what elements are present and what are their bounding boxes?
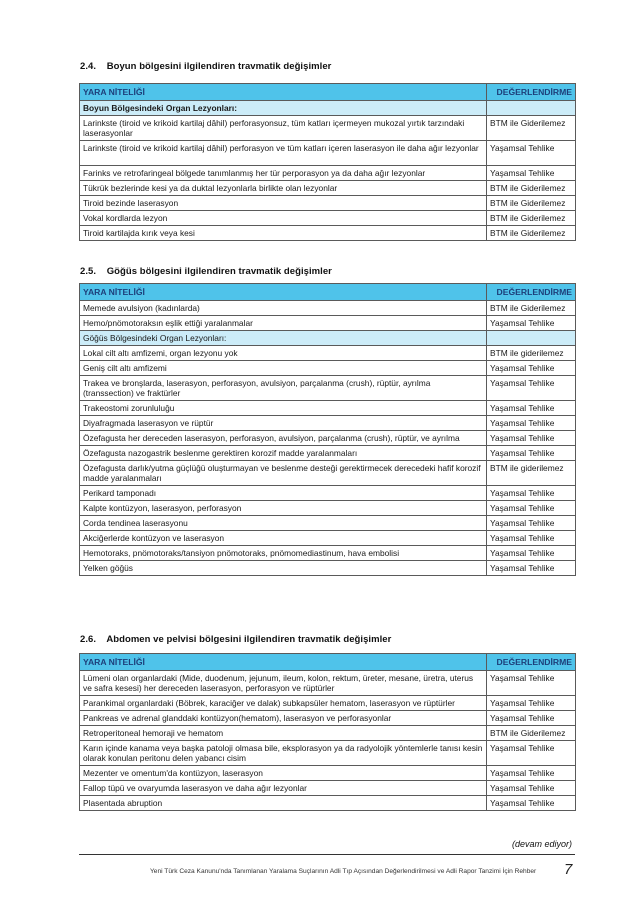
assessment-value: [487, 330, 576, 345]
assessment-value: Yaşamsal Tehlike: [487, 795, 576, 810]
injury-description: Larinkste (tiroid ve krikoid kartilaj dâhil) perforasyon ve tüm katları içeren laserasyon ile daha ağır lezyonlar: [80, 140, 487, 165]
section-title-neck: 2.4. Boyun bölgesini ilgilendiren travmatik değişimler: [80, 61, 332, 72]
table-row: [80, 485, 576, 500]
table-row: [80, 545, 576, 560]
injury-description: Trakea ve bronşlarda, laserasyon, perforasyon, avulsiyon, parçalanma (crush), rüptür, ayrılma (transsection) ve fraktürler: [80, 375, 487, 400]
injury-description: Trakeostomi zorunluluğu: [80, 400, 487, 415]
assessment-value: Yaşamsal Tehlike: [487, 545, 576, 560]
table-row: [80, 530, 576, 545]
footer-rule: [79, 854, 575, 855]
assessment-value: Yaşamsal Tehlike: [487, 140, 576, 165]
injury-description: Tükrük bezlerinde kesi ya da duktal lezyonlarla birlikte olan lezyonlar: [80, 180, 487, 195]
table-row: [80, 795, 576, 810]
assessment-value: Yaşamsal Tehlike: [487, 710, 576, 725]
assessment-value: Yaşamsal Tehlike: [487, 670, 576, 695]
neck-injury-table: [79, 83, 576, 241]
table-row: [80, 375, 576, 400]
assessment-value: Yaşamsal Tehlike: [487, 165, 576, 180]
table-row: [80, 670, 576, 695]
header-injury-nature: YARA NİTELİĞİ: [80, 284, 487, 301]
injury-description: Diyafragmada laserasyon ve rüptür: [80, 415, 487, 430]
assessment-value: Yaşamsal Tehlike: [487, 780, 576, 795]
assessment-value: Yaşamsal Tehlike: [487, 485, 576, 500]
assessment-value: BTM ile Giderilemez: [487, 725, 576, 740]
assessment-value: BTM ile Giderilemez: [487, 115, 576, 140]
section-title-abdomen: 2.6. Abdomen ve pelvisi bölgesini ilgilendiren travmatik değişimler: [80, 634, 392, 645]
assessment-value: Yaşamsal Tehlike: [487, 445, 576, 460]
assessment-value: Yaşamsal Tehlike: [487, 500, 576, 515]
table-row: [80, 195, 576, 210]
continued-note: (devam ediyor): [511, 839, 572, 849]
injury-description: Özefagusta nazogastrik beslenme gerektiren korozif madde yaralanmaları: [80, 445, 487, 460]
table-header-row: [80, 654, 576, 671]
table-row: [80, 400, 576, 415]
injury-description: Özefagusta darlık/yutma güçlüğü oluşturmayan ve beslenme desteği gerektirmecek derecedeki hafif korozif madde yaralanmaları: [80, 460, 487, 485]
table-row: [80, 460, 576, 485]
table-row: [80, 695, 576, 710]
table-row: [80, 165, 576, 180]
injury-description: Lokal cilt altı amfizemi, organ lezyonu yok: [80, 345, 487, 360]
injury-description: Yelken göğüs: [80, 560, 487, 575]
assessment-value: Yaşamsal Tehlike: [487, 400, 576, 415]
table-header-row: [80, 284, 576, 301]
assessment-value: Yaşamsal Tehlike: [487, 415, 576, 430]
table-subheader-row: [80, 330, 576, 345]
page-number: 7: [564, 861, 573, 878]
section-title-chest: 2.5. Göğüs bölgesini ilgilendiren travmatik değişimler: [80, 266, 332, 277]
table-row: [80, 780, 576, 795]
injury-description: Fallop tüpü ve ovaryumda laserasyon ve daha ağır lezyonlar: [80, 780, 487, 795]
table-row: [80, 560, 576, 575]
header-assessment: DEĞERLENDİRME: [487, 654, 576, 671]
injury-description: Vokal kordlarda lezyon: [80, 210, 487, 225]
table-subheader-row: [80, 100, 576, 115]
assessment-value: Yaşamsal Tehlike: [487, 765, 576, 780]
injury-description: Larinkste (tiroid ve krikoid kartilaj dâhil) perforasyonsuz, tüm katları içermeyen mukozal yırtık tarzındaki laserasyonlar: [80, 115, 487, 140]
injury-description: Hemo/pnömotoraksın eşlik ettiği yaralanmalar: [80, 315, 487, 330]
injury-description: Göğüs Bölgesindeki Organ Lezyonları:: [80, 330, 487, 345]
table-row: [80, 725, 576, 740]
chest-injury-table: [79, 283, 576, 576]
assessment-value: Yaşamsal Tehlike: [487, 430, 576, 445]
table-row: [80, 740, 576, 765]
assessment-value: Yaşamsal Tehlike: [487, 375, 576, 400]
table-row: [80, 765, 576, 780]
abdomen-injury-table: [79, 653, 576, 811]
injury-description: Hemotoraks, pnömotoraks/tansiyon pnömotoraks, pnömomediastinum, hava embolisi: [80, 545, 487, 560]
injury-description: Akciğerlerde kontüzyon ve laserasyon: [80, 530, 487, 545]
table-header-row: [80, 84, 576, 101]
assessment-value: Yaşamsal Tehlike: [487, 560, 576, 575]
assessment-value: BTM ile Giderilemez: [487, 195, 576, 210]
injury-description: Özefagusta her dereceden laserasyon, perforasyon, avulsiyon, parçalanma (crush), rüptür, ve ayrılma: [80, 430, 487, 445]
assessment-value: Yaşamsal Tehlike: [487, 695, 576, 710]
table-row: [80, 515, 576, 530]
header-injury-nature: YARA NİTELİĞİ: [80, 84, 487, 101]
assessment-value: BTM ile Giderilemez: [487, 225, 576, 240]
assessment-value: Yaşamsal Tehlike: [487, 315, 576, 330]
table-row: [80, 710, 576, 725]
table-row: [80, 115, 576, 140]
injury-description: Corda tendinea laserasyonu: [80, 515, 487, 530]
table-row: [80, 225, 576, 240]
assessment-value: Yaşamsal Tehlike: [487, 360, 576, 375]
injury-description: Boyun Bölgesindeki Organ Lezyonları:: [80, 100, 487, 115]
table-row: [80, 445, 576, 460]
injury-description: Karın içinde kanama veya başka patoloji olmasa bile, eksplorasyon ya da radyolojik yöntemlerle tanısı kesin olarak konulan peritonu delen yabancı cisim: [80, 740, 487, 765]
header-injury-nature: YARA NİTELİĞİ: [80, 654, 487, 671]
assessment-value: Yaşamsal Tehlike: [487, 530, 576, 545]
injury-description: Tiroid bezinde laserasyon: [80, 195, 487, 210]
table-row: [80, 360, 576, 375]
injury-description: Geniş cilt altı amfizemi: [80, 360, 487, 375]
injury-description: Retroperitoneal hemoraji ve hematom: [80, 725, 487, 740]
assessment-value: BTM ile giderilemez: [487, 345, 576, 360]
injury-description: Lümeni olan organlardaki (Mide, duodenum, jejunum, ileum, kolon, rektum, üreter, mesane, üretra, uterus ve safra kesesi) her dereceden laserasyon, perforasyon ve rüptürler: [80, 670, 487, 695]
injury-description: Perikard tamponadı: [80, 485, 487, 500]
header-assessment: DEĞERLENDİRME: [487, 84, 576, 101]
table-row: [80, 415, 576, 430]
assessment-value: BTM ile Giderilemez: [487, 210, 576, 225]
injury-description: Parankimal organlardaki (Böbrek, karaciğer ve dalak) subkapsüler hematom, laserasyon ve rüptürler: [80, 695, 487, 710]
table-row: [80, 500, 576, 515]
assessment-value: BTM ile Giderilemez: [487, 180, 576, 195]
header-assessment: DEĞERLENDİRME: [487, 284, 576, 301]
table-row: [80, 345, 576, 360]
footer-text: Yeni Türk Ceza Kanunu'nda Tanımlanan Yaralama Suçlarının Adli Tıp Açısından Değerlendirilmesi ve Adli Rapor Tanzimi İçin Rehber: [150, 868, 537, 875]
injury-description: Tiroid kartilajda kırık veya kesi: [80, 225, 487, 240]
table-row: [80, 315, 576, 330]
table-row: [80, 180, 576, 195]
injury-description: Farinks ve retrofaringeal bölgede tanımlanmış her tür perporasyon ya da daha ağır lezyonlar: [80, 165, 487, 180]
injury-description: Memede avulsiyon (kadınlarda): [80, 300, 487, 315]
assessment-value: [487, 100, 576, 115]
injury-description: Pankreas ve adrenal glanddaki kontüzyon(hematom), laserasyon ve perforasyonlar: [80, 710, 487, 725]
table-row: [80, 210, 576, 225]
assessment-value: Yaşamsal Tehlike: [487, 740, 576, 765]
table-row: [80, 300, 576, 315]
table-row: [80, 140, 576, 165]
assessment-value: Yaşamsal Tehlike: [487, 515, 576, 530]
injury-description: Plasentada abruption: [80, 795, 487, 810]
injury-description: Mezenter ve omentum'da kontüzyon, laserasyon: [80, 765, 487, 780]
table-row: [80, 430, 576, 445]
assessment-value: BTM ile Giderilemez: [487, 300, 576, 315]
injury-description: Kalpte kontüzyon, laserasyon, perforasyon: [80, 500, 487, 515]
assessment-value: BTM ile giderilemez: [487, 460, 576, 485]
